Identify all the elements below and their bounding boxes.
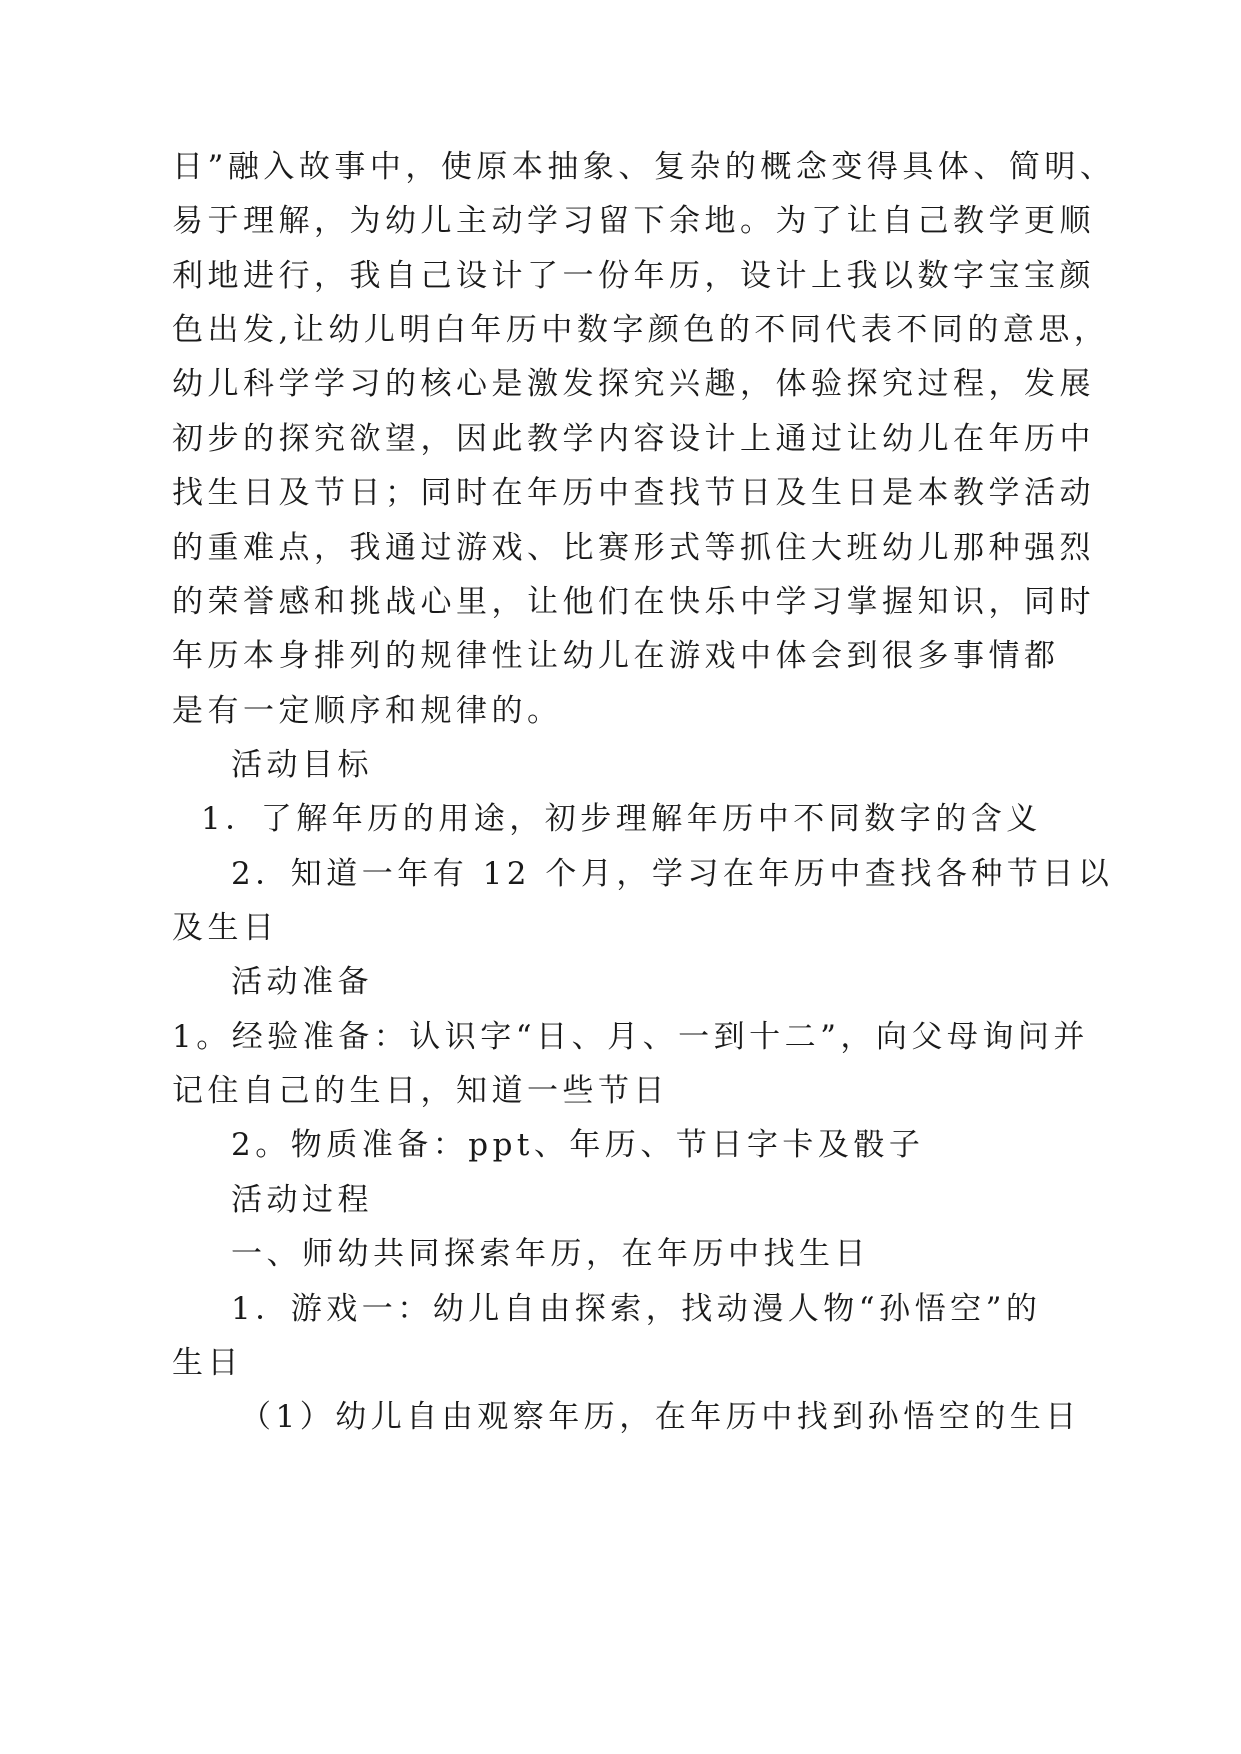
prep-item-continuation: 记住自己的生日，知道一些节日 (172, 1073, 669, 1109)
paragraph-line: 是有一定顺序和规律的。 (172, 693, 563, 729)
paragraph-line: 日”融入故事中，使原本抽象、复杂的概念变得具体、简明、 (172, 149, 1116, 185)
paragraph-line: 初步的探究欲望，因此教学内容设计上通过让幼儿在年历中 (172, 421, 1095, 457)
goal-item-continuation: 及生日 (172, 910, 279, 946)
section-heading-goals: 活动目标 (231, 747, 373, 783)
prep-item: 2。物质准备：ppt、年历、节日字卡及骰子 (231, 1127, 925, 1163)
section-heading-process: 活动过程 (231, 1182, 373, 1218)
paragraph-line: 年历本身排列的规律性让幼儿在游戏中体会到很多事情都 (172, 638, 1060, 674)
paragraph-line: 色出发,让幼儿明白年历中数字颜色的不同代表不同的意思， (172, 312, 1110, 348)
process-step-continuation: 生日 (172, 1345, 243, 1381)
paragraph-line: 幼儿科学学习的核心是激发探究兴趣，体验探究过程，发展 (172, 366, 1095, 402)
goal-item: 2．知道一年有 12 个月，学习在年历中查找各种节日以 (231, 856, 1114, 892)
paragraph-line: 利地进行，我自己设计了一份年历，设计上我以数字宝宝颜 (172, 258, 1095, 294)
goal-item: 1．了解年历的用途，初步理解年历中不同数字的含义 (201, 801, 1042, 837)
prep-item: 1。经验准备：认识字“日、月、一到十二”，向父母询问并 (172, 1019, 1089, 1055)
section-heading-preparation: 活动准备 (231, 964, 373, 1000)
paragraph-line: 的重难点，我通过游戏、比赛形式等抓住大班幼儿那种强烈 (172, 530, 1095, 566)
process-step: 1．游戏一：幼儿自由探索，找动漫人物“孙悟空”的 (231, 1291, 1042, 1327)
paragraph-line: 找生日及节日；同时在年历中查找节日及生日是本教学活动 (172, 475, 1095, 511)
paragraph-line: 的荣誉感和挑战心里，让他们在快乐中学习掌握知识，同时 (172, 584, 1095, 620)
process-substep: （1）幼儿自由观察年历，在年历中找到孙悟空的生日 (240, 1399, 1081, 1435)
paragraph-line: 易于理解，为幼儿主动学习留下余地。为了让自己教学更顺 (172, 203, 1095, 239)
process-section: 一、师幼共同探索年历，在年历中找生日 (231, 1236, 870, 1272)
